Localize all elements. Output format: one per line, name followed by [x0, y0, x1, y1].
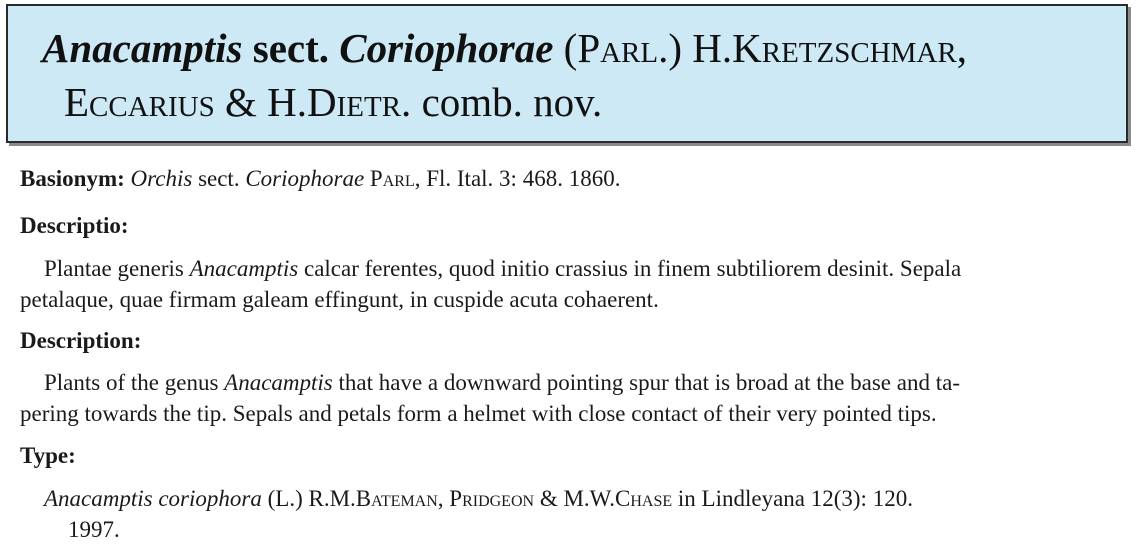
descriptio-text-pre: Plantae generis — [44, 256, 190, 281]
title-author-1: H.Kretzschmar, — [692, 25, 967, 71]
title-paren-close: ) — [668, 25, 693, 71]
description-line-2: pering towards the tip. Sepals and petals form a helmet with close contact of their very pointed tips. — [20, 401, 937, 426]
basionym-section: Coriophorae — [245, 166, 365, 191]
type-amp: & — [534, 486, 564, 511]
type-author-bateman: R.M.Bateman — [308, 486, 438, 511]
title-section: Coriophorae — [339, 25, 554, 71]
title-line-1 — [42, 24, 967, 72]
title-parl: Parl. — [577, 25, 669, 71]
type-author-pridgeon: Pridgeon — [449, 486, 535, 511]
title-box — [6, 4, 1128, 143]
type-species: Anacamptis coriophora — [44, 486, 262, 511]
description-text-pre: Plants of the genus — [44, 370, 225, 395]
type-line-1 — [44, 484, 913, 514]
descriptio-line-1 — [44, 254, 961, 284]
description-text-post: that have a downward pointing spur that is broad at the base and ta- — [332, 370, 960, 395]
descriptio-genus: Anacamptis — [189, 256, 299, 281]
basionym-rest: , Fl. Ital. 3: 468. 1860. — [414, 166, 621, 191]
type-rest: in Lindleyana 12(3): 120. — [672, 486, 913, 511]
title-sect: sect. — [242, 25, 340, 71]
type-heading: Type: — [20, 443, 76, 468]
basionym-sect: sect. — [192, 166, 246, 191]
title-author-2: Eccarius — [64, 79, 215, 125]
title-line-2 — [64, 78, 602, 126]
basionym-genus: Orchis — [130, 166, 193, 191]
title-paren-open: ( — [553, 25, 578, 71]
descriptio-text-post: calcar ferentes, quod initio crassius in finem subtiliorem desinit. Sepala — [298, 256, 962, 281]
descriptio-line-2: petalaque, quae firmam galeam effingunt, in cuspide acuta cohaerent. — [20, 287, 659, 312]
type-sep: , — [437, 486, 450, 511]
basionym-line — [20, 164, 620, 194]
type-author-chase: M.W.Chase — [563, 486, 673, 511]
type-authors-pre: (L.) — [261, 486, 309, 511]
title-author-3: H.Dietr. — [267, 79, 412, 125]
type-line-2: 1997. — [68, 517, 120, 542]
basionym-author: Parl — [369, 166, 415, 191]
title-amp: & — [214, 79, 268, 125]
description-genus: Anacamptis — [224, 370, 333, 395]
descriptio-heading: Descriptio: — [20, 213, 129, 238]
description-heading: Description: — [20, 328, 142, 353]
title-genus: Anacamptis — [42, 25, 243, 71]
title-suffix: comb. nov. — [411, 79, 603, 125]
basionym-label: Basionym: — [20, 166, 125, 191]
description-line-1 — [44, 368, 960, 398]
